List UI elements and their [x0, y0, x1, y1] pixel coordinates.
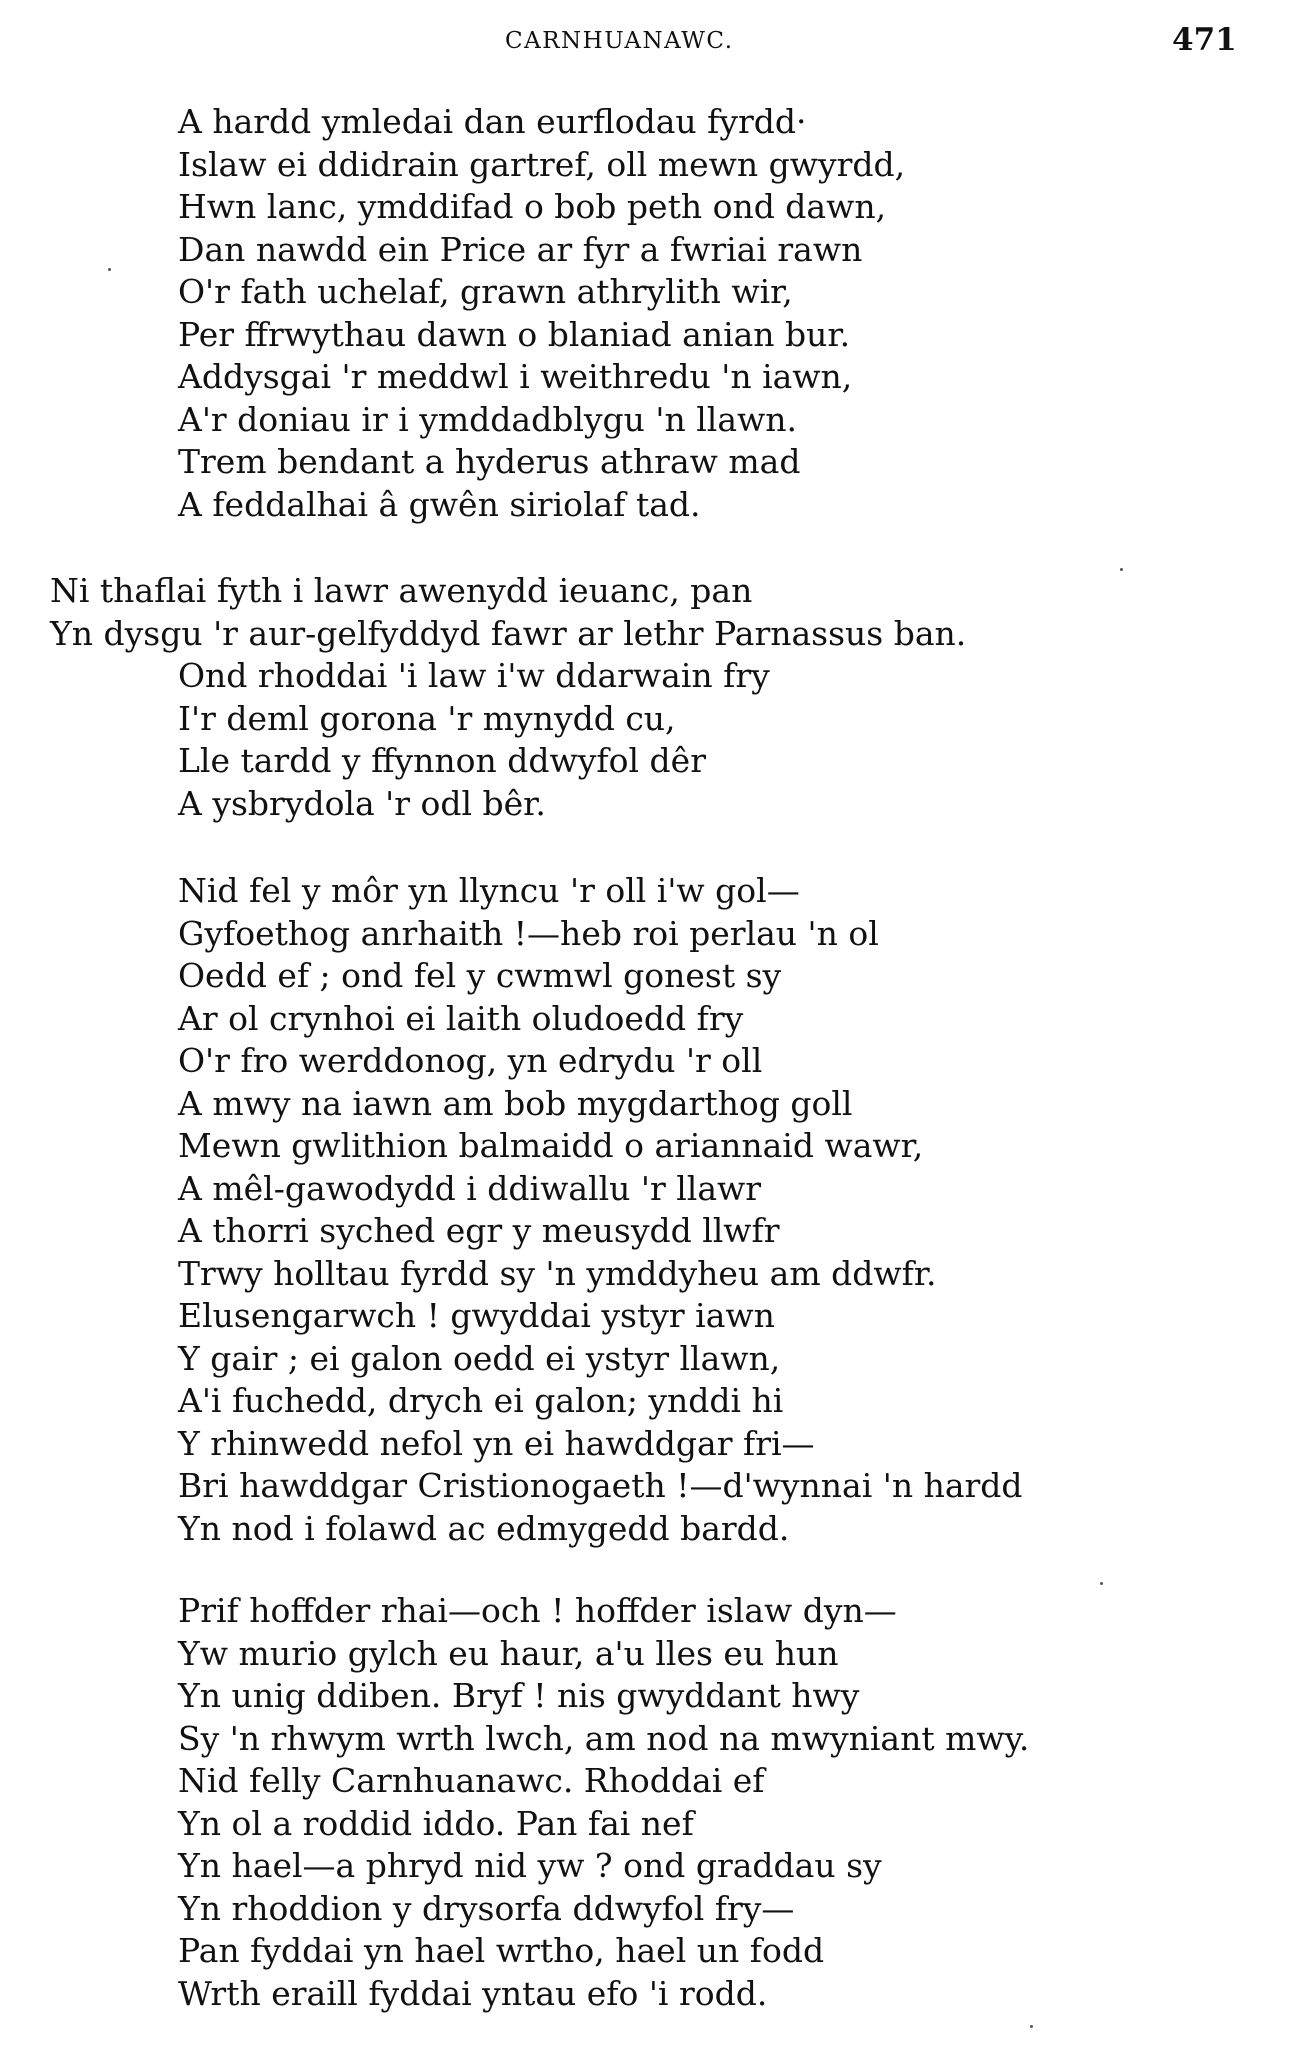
verse-line: Mewn gwlithion balmaidd o ariannaid wawr, — [178, 1126, 924, 1165]
stanza-3 — [0, 870, 1023, 1550]
verse-line: O'r fro werddonog, yn edrydu 'r oll — [178, 1041, 763, 1080]
verse-line: Yn hael—a phryd nid yw ? ond graddau sy — [178, 1846, 882, 1885]
verse-line: Elusengarwch ! gwyddai ystyr iawn — [178, 1296, 775, 1335]
scan-speck — [108, 268, 111, 271]
verse-line: Gyfoethog anrhaith !—heb roi perlau 'n ol — [178, 913, 879, 953]
verse-line: Oedd ef ; ond fel y cwmwl gonest sy — [178, 956, 782, 995]
verse-line: Pan fyddai yn hael wrtho, hael un fodd — [178, 1931, 825, 1970]
verse-line: Yn dysgu 'r aur-gelfyddyd fawr ar lethr Parnassus ban. — [50, 613, 967, 653]
verse-line: Yn unig ddiben. Bryf ! nis gwyddant hwy — [178, 1676, 860, 1715]
verse-line: Nid fel y môr yn llyncu 'r oll i'w gol— — [178, 871, 800, 910]
verse-line: Trwy holltau fyrdd sy 'n ymddyheu am ddwfr. — [178, 1253, 937, 1293]
verse-line: Ond rhoddai 'i law i'w ddarwain fry — [178, 656, 770, 695]
scan-speck — [1100, 1582, 1103, 1585]
verse-line: Sy 'n rhwym wrth lwch, am nod na mwyniant mwy. — [178, 1718, 1030, 1758]
scan-speck — [1120, 568, 1123, 571]
verse-line: A'i fuchedd, drych ei galon; ynddi hi — [178, 1381, 784, 1420]
verse-line: Yw murio gylch eu haur, a'u lles eu hun — [178, 1633, 839, 1673]
verse-line: A feddalhai â gwên siriolaf tad. — [178, 484, 701, 524]
verse-line: Nid felly Carnhuanawc. Rhoddai ef — [178, 1761, 765, 1800]
verse-line: Ni thaflai fyth i lawr awenydd ieuanc, pan — [50, 571, 753, 610]
verse-line: Hwn lanc, ymddifad o bob peth ond dawn, — [178, 187, 887, 226]
verse-line: Y gair ; ei galon oedd ei ystyr llawn, — [178, 1338, 781, 1378]
verse-line: I'r deml gorona 'r mynydd cu, — [178, 698, 676, 738]
verse-line: Dan nawdd ein Price ar fyr a fwriai rawn — [178, 229, 863, 269]
verse-line: A mêl-gawodydd i ddiwallu 'r llawr — [178, 1168, 762, 1208]
scan-speck — [1030, 2025, 1033, 2028]
verse-line: O'r fath uchelaf, grawn athrylith wir, — [178, 272, 793, 311]
verse-line: Yn nod i folawd ac edmygedd bardd. — [178, 1508, 790, 1548]
stanza-2 — [0, 570, 966, 825]
verse-line: Ar ol crynhoi ei laith oludoedd fry — [178, 998, 744, 1038]
verse-line: Wrth eraill fyddai yntau efo 'i rodd. — [178, 1973, 768, 2013]
verse-line: Islaw ei ddidrain gartref, oll mewn gwyrdd, — [178, 144, 906, 184]
verse-line: A thorri syched egr y meusydd llwfr — [178, 1211, 780, 1250]
verse-line: Per ffrwythau dawn o blaniad anian bur. — [178, 314, 851, 354]
verse-line: Yn ol a roddid iddo. Pan fai nef — [178, 1803, 694, 1843]
verse-line: A'r doniau ir i ymddadblygu 'n llawn. — [178, 399, 798, 439]
verse-line: Lle tardd y ffynnon ddwyfol dêr — [178, 741, 706, 780]
verse-line: Trem bendant a hyderus athraw mad — [178, 442, 801, 481]
stanza-4 — [0, 1590, 1029, 2015]
verse-line: A ysbrydola 'r odl bêr. — [178, 783, 546, 823]
running-head: CARNHUANAWC. — [505, 28, 734, 54]
verse-line: Prif hoffder rhai—och ! hoffder islaw dyn— — [178, 1591, 897, 1630]
page-number: 471 — [1172, 22, 1237, 58]
verse-line: A hardd ymledai dan eurflodau fyrdd· — [178, 102, 807, 141]
verse-line: Bri hawddgar Cristionogaeth !—d'wynnai 'n hardd — [178, 1466, 1023, 1505]
verse-line: Yn rhoddion y drysorfa ddwyfol fry— — [178, 1888, 795, 1928]
stanza-1 — [0, 101, 905, 526]
page-header — [0, 22, 1300, 62]
verse-line: Y rhinwedd nefol yn ei hawddgar fri— — [178, 1423, 815, 1463]
verse-line: Addysgai 'r meddwl i weithredu 'n iawn, — [178, 357, 853, 396]
verse-line: A mwy na iawn am bob mygdarthog goll — [178, 1083, 853, 1123]
